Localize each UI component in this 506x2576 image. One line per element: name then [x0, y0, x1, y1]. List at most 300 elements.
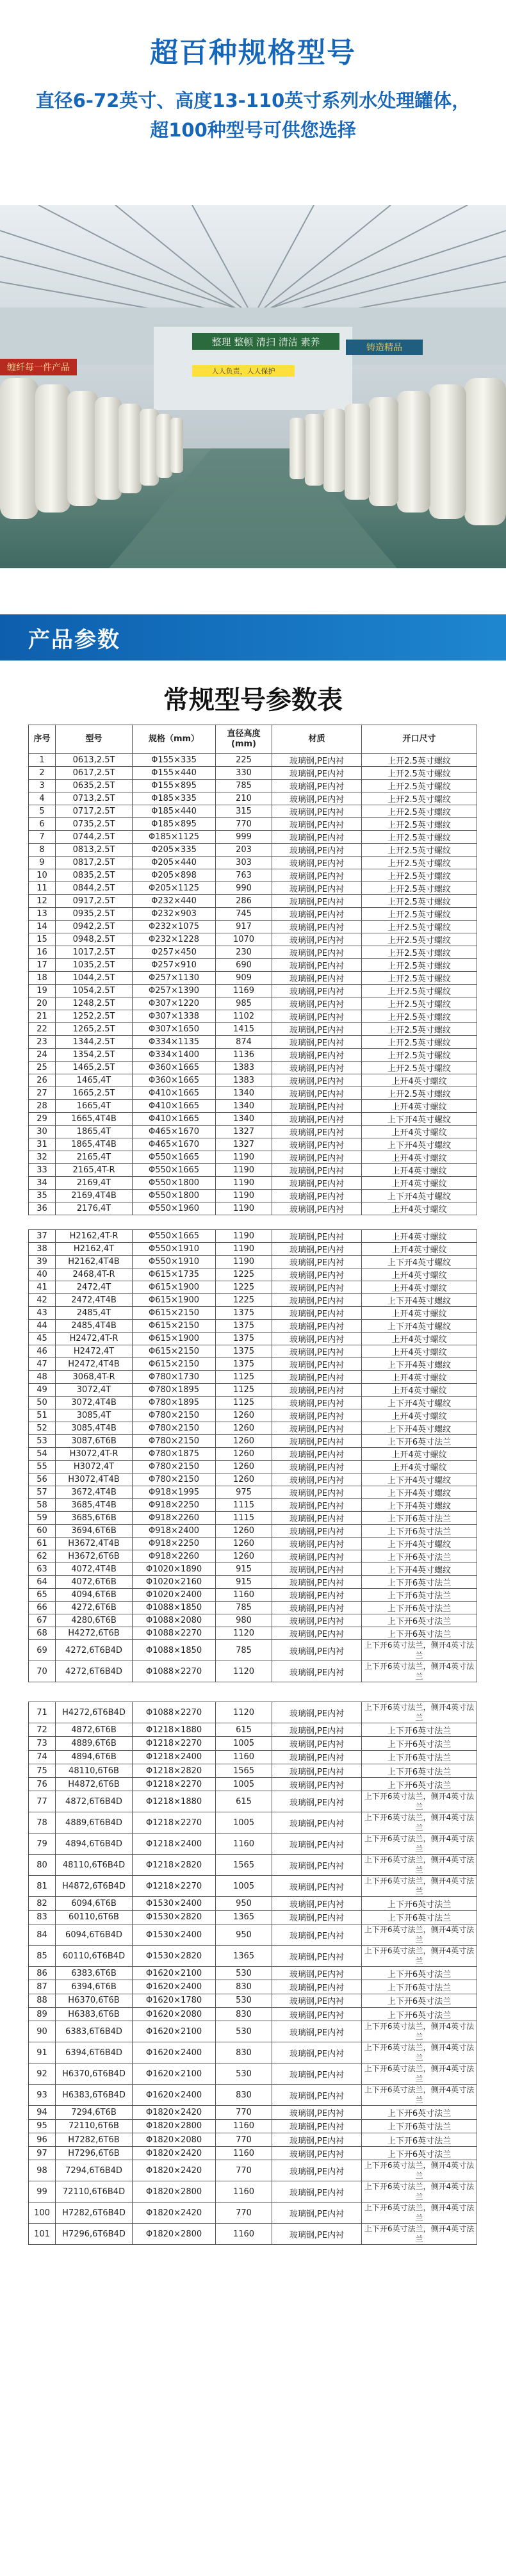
cell-height: 286	[216, 895, 272, 908]
cell-opening: 上下开4英寸螺纹	[362, 1486, 477, 1499]
cell-spec: Φ232×1075	[133, 921, 216, 933]
cell-height: 1565	[216, 1764, 272, 1777]
cell-material: 玻璃钢,PE内衬	[272, 1910, 362, 1924]
cell-spec: Φ232×1228	[133, 933, 216, 946]
table-row	[29, 780, 477, 792]
table-row	[29, 1190, 477, 1202]
cell-spec: Φ465×1670	[133, 1126, 216, 1138]
cell-height: 225	[216, 754, 272, 767]
cell-opening: 上下开6英寸法兰	[362, 1910, 477, 1924]
table-row	[29, 1499, 477, 1512]
cell-index: 43	[29, 1307, 56, 1320]
spacer-band	[0, 568, 506, 614]
table-row	[29, 1967, 477, 1980]
cell-index: 47	[29, 1358, 56, 1371]
cell-index: 45	[29, 1333, 56, 1345]
cell-height: 1160	[216, 1589, 272, 1602]
cell-opening: 上开4英寸螺纹	[362, 1281, 477, 1294]
cell-model: 4872,6T6B4D	[56, 1791, 133, 1812]
col-header-model: 型号	[56, 725, 133, 754]
cell-index: 7	[29, 831, 56, 844]
cell-index: 22	[29, 1023, 56, 1036]
cell-spec: Φ155×895	[133, 780, 216, 792]
cell-opening: 上下开6英寸法兰	[362, 2106, 477, 2119]
cell-opening: 上下开6英寸法兰	[362, 1897, 477, 1910]
cell-height: 1260	[216, 1550, 272, 1563]
cell-spec: Φ1820×2800	[133, 2119, 216, 2133]
cell-spec: Φ780×2150	[133, 1422, 216, 1435]
cell-spec: Φ550×1800	[133, 1190, 216, 1202]
cell-height: 975	[216, 1486, 272, 1499]
cell-model: 1665,4T	[56, 1100, 133, 1113]
cell-index: 71	[29, 1702, 56, 1723]
cell-material: 玻璃钢,PE内衬	[272, 2133, 362, 2146]
cell-index: 15	[29, 933, 56, 946]
table-row	[29, 1320, 477, 1333]
cell-opening: 上下开6英寸法兰	[362, 1980, 477, 1994]
table-row	[29, 1435, 477, 1448]
cell-height: 1190	[216, 1202, 272, 1215]
cell-model: H4872,6T6B	[56, 1778, 133, 1791]
cell-material: 玻璃钢,PE内衬	[272, 1791, 362, 1812]
table-row	[29, 1333, 477, 1345]
cell-opening: 上开4英寸螺纹	[362, 1409, 477, 1422]
table-row	[29, 1538, 477, 1550]
table-row	[29, 831, 477, 844]
cell-opening: 上下开6英寸法兰，侧开4英寸法兰	[362, 2042, 477, 2063]
cell-height: 990	[216, 882, 272, 895]
table-row	[29, 2106, 477, 2119]
cell-height: 1070	[216, 933, 272, 946]
cell-material: 玻璃钢,PE内衬	[272, 1778, 362, 1791]
cell-model: 4072,4T4B	[56, 1563, 133, 1576]
cell-model: 0917,2.5T	[56, 895, 133, 908]
table-row	[29, 1384, 477, 1397]
cell-material: 玻璃钢,PE内衬	[272, 1138, 362, 1151]
cell-model: 72110,6T6B	[56, 2119, 133, 2133]
cell-spec: Φ918×1995	[133, 1486, 216, 1499]
cell-model: 6383,6T6B4D	[56, 2021, 133, 2042]
table-row	[29, 857, 477, 869]
cell-material: 玻璃钢,PE内衬	[272, 1550, 362, 1563]
cell-spec: Φ780×2150	[133, 1473, 216, 1486]
table-row	[29, 972, 477, 985]
table-row	[29, 1897, 477, 1910]
table-row	[29, 2133, 477, 2146]
cell-material: 玻璃钢,PE内衬	[272, 1448, 362, 1461]
cell-index: 76	[29, 1778, 56, 1791]
table-row	[29, 1702, 477, 1723]
table-row	[29, 1461, 477, 1473]
table-row	[29, 1371, 477, 1384]
cell-spec: Φ550×1910	[133, 1243, 216, 1256]
cell-spec: Φ1088×2270	[133, 1702, 216, 1723]
table-row	[29, 1177, 477, 1190]
table-row	[29, 2119, 477, 2133]
cell-height: 303	[216, 857, 272, 869]
cell-spec: Φ307×1220	[133, 997, 216, 1010]
cell-model: 4889,6T6B4D	[56, 1812, 133, 1834]
cell-model: 1248,2.5T	[56, 997, 133, 1010]
cell-height: 770	[216, 818, 272, 831]
cell-height: 1260	[216, 1525, 272, 1538]
cell-index: 23	[29, 1036, 56, 1049]
cell-opening: 上下开4英寸螺纹	[362, 1358, 477, 1371]
cell-index: 73	[29, 1737, 56, 1750]
cell-opening: 上开2.5英寸螺纹	[362, 780, 477, 792]
cell-height: 1327	[216, 1126, 272, 1138]
cell-height: 1327	[216, 1138, 272, 1151]
cell-model: H7282,6T6B	[56, 2133, 133, 2146]
cell-material: 玻璃钢,PE内衬	[272, 1268, 362, 1281]
cell-spec: Φ334×1135	[133, 1036, 216, 1049]
cell-opening: 上开4英寸螺纹	[362, 1448, 477, 1461]
cell-opening: 上下开6英寸法兰，侧开4英寸法兰	[362, 1946, 477, 1967]
cell-material: 玻璃钢,PE内衬	[272, 2203, 362, 2224]
cell-opening: 上下开6英寸法兰，侧开4英寸法兰	[362, 2063, 477, 2085]
page-title: 超百种规格型号	[150, 37, 356, 69]
cell-spec: Φ615×1900	[133, 1333, 216, 1345]
cell-index: 80	[29, 1855, 56, 1876]
cell-height: 785	[216, 1640, 272, 1661]
cell-spec: Φ615×2150	[133, 1358, 216, 1371]
cell-material: 玻璃钢,PE内衬	[272, 1627, 362, 1640]
cell-spec: Φ550×1665	[133, 1230, 216, 1243]
table-row	[29, 1876, 477, 1897]
cell-index: 20	[29, 997, 56, 1010]
cell-spec: Φ780×1895	[133, 1384, 216, 1397]
cell-material: 玻璃钢,PE内衬	[272, 1074, 362, 1087]
col-header-opening: 开口尺寸	[362, 725, 477, 754]
cell-model: 72110,6T6B4D	[56, 2181, 133, 2203]
cell-spec: Φ550×1665	[133, 1151, 216, 1164]
cell-opening: 上开2.5英寸螺纹	[362, 985, 477, 997]
cell-material: 玻璃钢,PE内衬	[272, 908, 362, 921]
table-row	[29, 1036, 477, 1049]
cell-height: 1225	[216, 1281, 272, 1294]
cell-model: 3685,6T6B	[56, 1512, 133, 1525]
cell-height: 530	[216, 2021, 272, 2042]
cell-model: 1252,2.5T	[56, 1010, 133, 1023]
cell-material: 玻璃钢,PE内衬	[272, 959, 362, 972]
cell-opening: 上下开6英寸法兰，侧开4英寸法兰	[362, 1876, 477, 1897]
table-row	[29, 997, 477, 1010]
cell-index: 12	[29, 895, 56, 908]
cell-height: 1125	[216, 1384, 272, 1397]
cell-material: 玻璃钢,PE内衬	[272, 857, 362, 869]
cell-opening: 上下开4英寸螺纹	[362, 1256, 477, 1268]
cell-index: 57	[29, 1486, 56, 1499]
cell-index: 37	[29, 1230, 56, 1243]
cell-material: 玻璃钢,PE内衬	[272, 882, 362, 895]
cell-opening: 上下开6英寸法兰	[362, 2147, 477, 2160]
cell-material: 玻璃钢,PE内衬	[272, 1750, 362, 1764]
cell-index: 44	[29, 1320, 56, 1333]
cell-spec: Φ410×1665	[133, 1113, 216, 1126]
cell-index: 17	[29, 959, 56, 972]
table-row	[29, 1345, 477, 1358]
subtitle-line-1: 直径6-72英寸、高度13-110英寸系列水处理罐体，	[35, 90, 471, 111]
cell-height: 1005	[216, 1737, 272, 1750]
cell-height: 1260	[216, 1448, 272, 1461]
cell-model: 7294,6T6B4D	[56, 2160, 133, 2181]
cell-height: 1190	[216, 1151, 272, 1164]
table-row	[29, 2224, 477, 2245]
cell-height: 1375	[216, 1358, 272, 1371]
cell-opening: 上下开4英寸螺纹	[362, 1138, 477, 1151]
cell-model: H3072,4T-R	[56, 1448, 133, 1461]
cell-index: 68	[29, 1627, 56, 1640]
cell-model: 0717,2.5T	[56, 805, 133, 818]
cell-model: H3072,4T	[56, 1461, 133, 1473]
cell-index: 36	[29, 1202, 56, 1215]
cell-spec: Φ1088×2270	[133, 1661, 216, 1682]
cell-height: 1383	[216, 1062, 272, 1074]
cell-material: 玻璃钢,PE内衬	[272, 1834, 362, 1855]
cell-material: 玻璃钢,PE内衬	[272, 2224, 362, 2245]
cell-height: 1260	[216, 1409, 272, 1422]
cell-opening: 上下开4英寸螺纹	[362, 1422, 477, 1435]
cell-index: 46	[29, 1345, 56, 1358]
cell-model: 3087,6T6B	[56, 1435, 133, 1448]
table-row	[29, 1138, 477, 1151]
cell-material: 玻璃钢,PE内衬	[272, 921, 362, 933]
cell-spec: Φ1620×2080	[133, 2007, 216, 2021]
cell-material: 玻璃钢,PE内衬	[272, 1358, 362, 1371]
cell-height: 950	[216, 1924, 272, 1946]
cell-index: 60	[29, 1525, 56, 1538]
cell-model: 1265,2.5T	[56, 1023, 133, 1036]
cell-model: 4272,6T6B4D	[56, 1661, 133, 1682]
cell-opening: 上下开4英寸螺纹	[362, 1190, 477, 1202]
photo-left-sign: 缠纤每一件产品	[7, 363, 70, 373]
table-row	[29, 1563, 477, 1576]
cell-spec: Φ1620×2100	[133, 1967, 216, 1980]
cell-height: 950	[216, 1897, 272, 1910]
cell-index: 67	[29, 1614, 56, 1627]
cell-index: 87	[29, 1980, 56, 1994]
cell-spec: Φ1620×2100	[133, 2021, 216, 2042]
table-row	[29, 908, 477, 921]
cell-index: 69	[29, 1640, 56, 1661]
table-row	[29, 1750, 477, 1764]
cell-height: 830	[216, 2007, 272, 2021]
cell-height: 315	[216, 805, 272, 818]
cell-opening: 上开4英寸螺纹	[362, 1100, 477, 1113]
cell-material: 玻璃钢,PE内衬	[272, 933, 362, 946]
table-row	[29, 1113, 477, 1126]
cell-opening: 上下开6英寸法兰	[362, 1614, 477, 1627]
cell-spec: Φ1218×1880	[133, 1791, 216, 1812]
cell-model: 3085,4T	[56, 1409, 133, 1422]
cell-index: 63	[29, 1563, 56, 1576]
cell-spec: Φ1218×1880	[133, 1723, 216, 1737]
cell-height: 1160	[216, 2181, 272, 2203]
cell-height: 530	[216, 2063, 272, 2085]
cell-material: 玻璃钢,PE内衬	[272, 767, 362, 780]
cell-index: 52	[29, 1422, 56, 1435]
cell-spec: Φ1820×2420	[133, 2147, 216, 2160]
cell-spec: Φ185×895	[133, 818, 216, 831]
cell-height: 1160	[216, 2224, 272, 2245]
cell-index: 29	[29, 1113, 56, 1126]
cell-model: 2176,4T	[56, 1202, 133, 1215]
cell-index: 27	[29, 1087, 56, 1100]
cell-model: H2472,4T4B	[56, 1358, 133, 1371]
cell-material: 玻璃钢,PE内衬	[272, 1333, 362, 1345]
cell-height: 999	[216, 831, 272, 844]
table-row	[29, 1614, 477, 1627]
cell-index: 93	[29, 2085, 56, 2106]
cell-index: 85	[29, 1946, 56, 1967]
cell-model: H2472,4T	[56, 1345, 133, 1358]
col-header-height: 直径高度(mm)	[216, 725, 272, 754]
cell-height: 1160	[216, 1750, 272, 1764]
cell-height: 830	[216, 2085, 272, 2106]
cell-model: 1044,2.5T	[56, 972, 133, 985]
cell-model: 4072,6T6B	[56, 1576, 133, 1589]
cell-opening: 上开4英寸螺纹	[362, 1074, 477, 1087]
cell-height: 1260	[216, 1422, 272, 1435]
table-row	[29, 1525, 477, 1538]
cell-height: 210	[216, 792, 272, 805]
cell-spec: Φ1218×2270	[133, 1737, 216, 1750]
cell-spec: Φ1218×2400	[133, 1750, 216, 1764]
cell-opening: 上开4英寸螺纹	[362, 1461, 477, 1473]
table-row	[29, 2007, 477, 2021]
cell-opening: 上下开6英寸法兰，侧开4英寸法兰	[362, 2203, 477, 2224]
cell-index: 59	[29, 1512, 56, 1525]
cell-material: 玻璃钢,PE内衬	[272, 754, 362, 767]
cell-height: 770	[216, 2133, 272, 2146]
table-row	[29, 1980, 477, 1994]
table-row	[29, 1576, 477, 1589]
cell-opening: 上下开6英寸法兰	[362, 1576, 477, 1589]
table-row	[29, 959, 477, 972]
table-row	[29, 1268, 477, 1281]
cell-model: 3085,4T4B	[56, 1422, 133, 1435]
table-row	[29, 1737, 477, 1750]
cell-spec: Φ1218×2820	[133, 1764, 216, 1777]
cell-height: 1190	[216, 1256, 272, 1268]
cell-height: 1115	[216, 1512, 272, 1525]
cell-height: 1120	[216, 1627, 272, 1640]
cell-index: 51	[29, 1409, 56, 1422]
cell-material: 玻璃钢,PE内衬	[272, 2160, 362, 2181]
cell-height: 1169	[216, 985, 272, 997]
cell-spec: Φ780×1895	[133, 1397, 216, 1409]
cell-height: 785	[216, 780, 272, 792]
table-row	[29, 792, 477, 805]
cell-spec: Φ918×2260	[133, 1550, 216, 1563]
cell-index: 16	[29, 946, 56, 959]
cell-index: 39	[29, 1256, 56, 1268]
table-row	[29, 1281, 477, 1294]
cell-material: 玻璃钢,PE内衬	[272, 1525, 362, 1538]
cell-opening: 上下开4英寸螺纹	[362, 1538, 477, 1550]
cell-material: 玻璃钢,PE内衬	[272, 2007, 362, 2021]
cell-index: 75	[29, 1764, 56, 1777]
cell-material: 玻璃钢,PE内衬	[272, 1473, 362, 1486]
cell-model: H3672,4T4B	[56, 1538, 133, 1550]
cell-material: 玻璃钢,PE内衬	[272, 1897, 362, 1910]
gap-cell	[29, 1682, 477, 1702]
cell-material: 玻璃钢,PE内衬	[272, 1036, 362, 1049]
cell-index: 70	[29, 1661, 56, 1682]
cell-index: 14	[29, 921, 56, 933]
cell-opening: 上下开4英寸螺纹	[362, 1473, 477, 1486]
cell-height: 915	[216, 1563, 272, 1576]
cell-index: 4	[29, 792, 56, 805]
cell-material: 玻璃钢,PE内衬	[272, 1345, 362, 1358]
cell-opening: 上下开4英寸螺纹	[362, 1294, 477, 1307]
cell-opening: 上下开4英寸螺纹	[362, 1113, 477, 1126]
gap-cell	[29, 1215, 477, 1230]
table-row	[29, 1023, 477, 1036]
cell-index: 10	[29, 869, 56, 882]
cell-index: 35	[29, 1190, 56, 1202]
cell-material: 玻璃钢,PE内衬	[272, 1100, 362, 1113]
cell-model: 0817,2.5T	[56, 857, 133, 869]
table-row	[29, 767, 477, 780]
cell-opening: 上开2.5英寸螺纹	[362, 857, 477, 869]
cell-material: 玻璃钢,PE内衬	[272, 1946, 362, 1967]
cell-spec: Φ232×903	[133, 908, 216, 921]
cell-index: 26	[29, 1074, 56, 1087]
cell-spec: Φ1820×2420	[133, 2106, 216, 2119]
cell-height: 1160	[216, 2119, 272, 2133]
cell-index: 2	[29, 767, 56, 780]
cell-opening: 上开4英寸螺纹	[362, 1243, 477, 1256]
cell-height: 1160	[216, 2147, 272, 2160]
cell-material: 玻璃钢,PE内衬	[272, 1702, 362, 1723]
cell-material: 玻璃钢,PE内衬	[272, 1087, 362, 1100]
table-row	[29, 1010, 477, 1023]
cell-spec: Φ1620×2400	[133, 2042, 216, 2063]
cell-spec: Φ1620×2400	[133, 2085, 216, 2106]
cell-index: 79	[29, 1834, 56, 1855]
cell-index: 78	[29, 1812, 56, 1834]
cell-material: 玻璃钢,PE内衬	[272, 1023, 362, 1036]
cell-model: H4872,6T6B4D	[56, 1876, 133, 1897]
cell-model: 2485,4T4B	[56, 1320, 133, 1333]
cell-model: 3068,4T-R	[56, 1371, 133, 1384]
cell-material: 玻璃钢,PE内衬	[272, 985, 362, 997]
cell-material: 玻璃钢,PE内衬	[272, 2042, 362, 2063]
cell-index: 82	[29, 1897, 56, 1910]
cell-height: 330	[216, 767, 272, 780]
table-row	[29, 895, 477, 908]
cell-index: 90	[29, 2021, 56, 2042]
cell-spec: Φ615×2150	[133, 1307, 216, 1320]
cell-index: 65	[29, 1589, 56, 1602]
cell-index: 18	[29, 972, 56, 985]
cell-material: 玻璃钢,PE内衬	[272, 2085, 362, 2106]
cell-material: 玻璃钢,PE内衬	[272, 1486, 362, 1499]
cell-model: 4272,6T6B4D	[56, 1640, 133, 1661]
cell-index: 11	[29, 882, 56, 895]
cell-spec: Φ1530×2820	[133, 1910, 216, 1924]
cell-height: 1190	[216, 1177, 272, 1190]
cell-height: 770	[216, 2160, 272, 2181]
subtitle-line-2: 超100种型号可供您选择	[150, 119, 356, 141]
cell-material: 玻璃钢,PE内衬	[272, 1281, 362, 1294]
table-row	[29, 1062, 477, 1074]
cell-material: 玻璃钢,PE内衬	[272, 1397, 362, 1409]
cell-opening: 上开2.5英寸螺纹	[362, 959, 477, 972]
cell-material: 玻璃钢,PE内衬	[272, 1924, 362, 1946]
cell-model: 0744,2.5T	[56, 831, 133, 844]
